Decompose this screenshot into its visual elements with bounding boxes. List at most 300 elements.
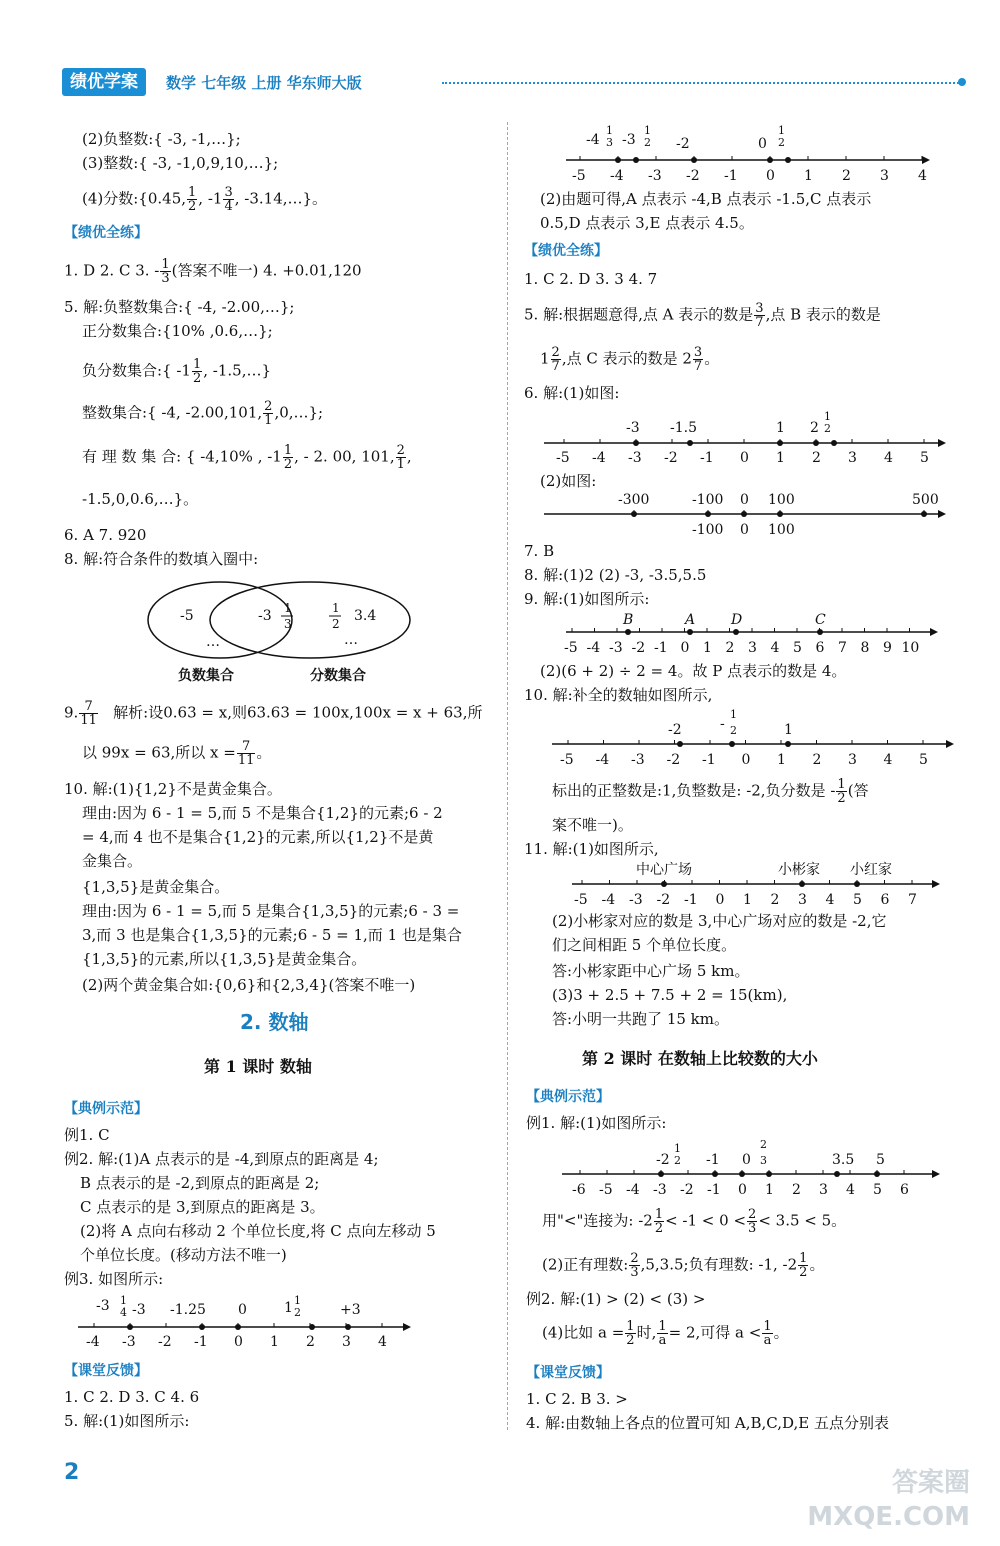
tick-label: 0 xyxy=(738,1182,747,1198)
point-dot xyxy=(235,1324,241,1330)
answer-line: 5. 解:负整数集合:{ -4, -2.00,…}; xyxy=(64,298,295,316)
tick-label: -3 xyxy=(648,168,662,184)
answer-line: 4. 解:由数轴上各点的位置可知 A,B,C,D,E 五点分别表 xyxy=(526,1414,889,1432)
answer-line: 答:小彬家距中心广场 5 km。 xyxy=(552,962,750,980)
fraction: $\frac{2}{1}$ xyxy=(264,399,273,428)
fraction: $\frac{1}{2}$ xyxy=(626,1319,635,1348)
lesson-title: 第 1 课时 数轴 xyxy=(204,1057,312,1076)
text-line: (2)负整数:{ -3, -1,…}; xyxy=(82,130,241,148)
mark-label: 4 xyxy=(120,1306,127,1319)
fraction: $\frac{1}{a}$ xyxy=(658,1319,667,1348)
tick-label: 1 xyxy=(765,1182,774,1198)
mark-label: 中心广场 xyxy=(636,862,692,878)
venn-left-label: 负数集合 xyxy=(178,668,234,684)
point-dot xyxy=(834,1171,840,1177)
tick-label: -5 xyxy=(599,1182,613,1198)
point-dot xyxy=(677,741,683,747)
fraction: $\frac{1}{2}$ xyxy=(654,1207,664,1236)
answer-line: 例1. 解:(1)如图所示: xyxy=(526,1114,667,1132)
tick-label: 5 xyxy=(873,1182,882,1198)
mark-label: 1 xyxy=(674,1142,681,1155)
tick-label: 1 xyxy=(777,752,786,768)
answer-line xyxy=(82,358,271,385)
fraction: $\frac{3}{4}$ xyxy=(224,185,233,214)
point-dot xyxy=(854,881,860,887)
tick-label: 1 xyxy=(703,640,712,656)
point-dot xyxy=(691,157,697,163)
mark-label: 0 xyxy=(742,1152,751,1168)
point-dot xyxy=(127,1324,133,1330)
tick-label: -4 xyxy=(601,892,616,908)
tick-label: 4 xyxy=(883,752,893,768)
tick-label: -1 xyxy=(724,168,738,184)
text: , - 2. 00, 101, xyxy=(294,447,395,466)
fraction: $\frac{1}{2}$ xyxy=(192,357,202,386)
tick-label: 7 xyxy=(908,892,917,908)
tick-label: 3 xyxy=(798,892,807,908)
text-line xyxy=(82,186,327,213)
text: < -1 < 0 < xyxy=(665,1211,747,1230)
text: 时, xyxy=(636,1323,657,1342)
answer-line: B 点表示的是 -2,到原点的距离是 2; xyxy=(80,1174,320,1192)
tick-label: 4 xyxy=(846,1182,855,1198)
tick-label: -4 xyxy=(592,450,606,466)
mark-label: -2 xyxy=(668,722,682,738)
point-dot xyxy=(729,741,735,747)
axis-arrow-icon xyxy=(922,156,930,164)
fraction: $\frac{2}{7}$ xyxy=(551,345,560,374)
tick-label: -3 xyxy=(628,450,642,466)
answer-line: 案不唯一)。 xyxy=(552,816,633,834)
point-label: A xyxy=(685,612,696,628)
text: 5. 解:根据题意得,点 A 表示的数是 xyxy=(524,305,754,324)
tick-label: 500 xyxy=(912,492,939,508)
point-dot xyxy=(661,881,667,887)
point-dot xyxy=(631,511,637,517)
section-title: 【课堂反馈】 xyxy=(526,1365,610,1381)
text: 负分数集合:{ -1 xyxy=(82,361,191,380)
brand-logo: 绩优学案 xyxy=(62,68,146,96)
tick-label: 8 xyxy=(860,640,870,656)
text: 解析:设0.63 = x,则63.63 = 100x,100x = x + 63,所 xyxy=(113,703,483,722)
text: 9. xyxy=(64,703,79,722)
axis-arrow-icon xyxy=(403,1323,411,1331)
header-dotted-line xyxy=(442,82,962,84)
tick-label: 2 xyxy=(725,640,735,656)
text: (4)比如 a = xyxy=(542,1323,625,1342)
fraction: $\frac{3}{7}$ xyxy=(693,345,703,374)
tick-label: -5 xyxy=(564,640,578,656)
text: 。 xyxy=(809,1255,825,1274)
text: (答案不唯一) 4. +0.01,120 xyxy=(171,261,362,280)
tick-label: 0 xyxy=(740,522,749,538)
answer-line: 个单位长度。(移动方法不唯一) xyxy=(80,1246,287,1264)
mark-label: -3 xyxy=(96,1298,110,1314)
tick-label: 2 xyxy=(842,168,851,184)
tick-label: -2 xyxy=(656,892,671,908)
venn-right-frac-num: 1 xyxy=(332,601,340,615)
axis-arrow-icon xyxy=(946,740,954,748)
answer-line: 1. C 2. B 3. > xyxy=(526,1390,628,1408)
text: = 2,可得 a < xyxy=(668,1323,762,1342)
tick-label: 3 xyxy=(748,640,757,656)
tick-label: -5 xyxy=(572,168,586,184)
answer-line: 8. 解:符合条件的数填入圈中: xyxy=(64,550,259,568)
answer-line: 10. 解:补全的数轴如图所示, xyxy=(524,686,713,704)
tick-label: -4 xyxy=(610,168,624,184)
tick-label: -2 xyxy=(680,1182,694,1198)
venn-right-label: 分数集合 xyxy=(310,668,366,684)
tick-label: 4 xyxy=(825,892,835,908)
mark-label: -3 xyxy=(132,1302,146,1318)
column-divider xyxy=(507,122,508,1430)
answer-line xyxy=(542,1252,824,1279)
mark-label: 2 xyxy=(674,1154,681,1167)
answer-line xyxy=(524,302,881,329)
axis-arrow-icon xyxy=(938,439,946,447)
mark-label: -1 xyxy=(706,1152,720,1168)
tick-label: 0 xyxy=(715,892,725,908)
text: 标出的正整数是:1,负整数是: -2,负分数是 - xyxy=(552,781,836,800)
answer-line: 金集合。 xyxy=(82,852,143,870)
tick-label: -1 xyxy=(707,1182,721,1198)
tick-label: 6 xyxy=(900,1182,909,1198)
tick-label: -5 xyxy=(560,752,574,768)
answer-line: 7. B xyxy=(524,542,555,560)
text-line: (3)整数:{ -3, -1,0,9,10,…}; xyxy=(82,154,279,172)
fraction: $\frac{2}{3}$ xyxy=(748,1207,757,1236)
answer-line xyxy=(82,740,271,767)
number-line-q10 xyxy=(552,704,962,770)
tick-label: -1 xyxy=(194,1334,208,1350)
answer-line xyxy=(542,1208,846,1235)
tick-label: 6 xyxy=(815,640,825,656)
answer-line: 理由:因为 6 - 1 = 5,而 5 是集合{1,3,5}的元素;6 - 3 = xyxy=(82,902,460,920)
text: 整数集合:{ -4, -2.00,101, xyxy=(82,403,263,422)
tick-label: -4 xyxy=(595,752,610,768)
section-title: 【课堂反馈】 xyxy=(64,1363,148,1379)
tick-label: -1 xyxy=(654,640,668,656)
point-dot xyxy=(921,511,927,517)
fraction: $\frac{1}{a}$ xyxy=(763,1319,772,1348)
answer-line: 答:小明一共跑了 15 km。 xyxy=(552,1010,729,1028)
answer-line: (2)两个黄金集合如:{0,6}和{2,3,4}(答案不唯一) xyxy=(82,976,416,994)
mark-label: 0 xyxy=(238,1302,247,1318)
mark-label: 2 xyxy=(294,1306,301,1319)
fraction: $\frac{1}{3}$ xyxy=(161,257,170,286)
tick-label: 5 xyxy=(919,752,928,768)
header xyxy=(62,68,962,98)
mark-label: 2 xyxy=(778,136,785,149)
tick-label: 9 xyxy=(883,640,892,656)
mark-label: 1 xyxy=(644,124,651,137)
tick-label: -4 xyxy=(586,640,601,656)
mark-label: 5 xyxy=(876,1152,885,1168)
ticks xyxy=(618,492,939,538)
mark-label: -3 xyxy=(622,132,636,148)
point-dot xyxy=(687,629,693,635)
header-subtitle: 数学 七年级 上册 华东师大版 xyxy=(166,74,362,92)
tick-label: -3 xyxy=(653,1182,667,1198)
section-title: 【绩优全练】 xyxy=(524,243,608,259)
tick-label: -6 xyxy=(572,1182,586,1198)
point-dot xyxy=(739,1171,745,1177)
answer-line: 0.5,D 点表示 3,E 点表示 4.5。 xyxy=(540,214,754,232)
tick-label: 5 xyxy=(793,640,802,656)
text: < 3.5 < 5。 xyxy=(758,1211,847,1230)
answer-line: 1. C 2. D 3. C 4. 6 xyxy=(64,1388,200,1406)
mark-label: 2 xyxy=(730,724,737,737)
mark-label: 1 xyxy=(284,1300,293,1316)
tick-label: 3 xyxy=(819,1182,828,1198)
tick-label: 5 xyxy=(853,892,862,908)
number-line-q11 xyxy=(572,856,952,908)
mark-label: 3 xyxy=(606,136,613,149)
point-dot xyxy=(874,1171,880,1177)
tick-label: -1 xyxy=(684,892,698,908)
tick-label: -100 xyxy=(692,522,724,538)
answer-line: 理由:因为 6 - 1 = 5,而 5 不是集合{1,2}的元素;6 - 2 xyxy=(82,804,443,822)
tick-label: -3 xyxy=(631,752,645,768)
answer-line: 例2. 解:(1)A 点表示的是 -4,到原点的距离是 4; xyxy=(64,1150,379,1168)
axis-arrow-icon xyxy=(932,1170,940,1178)
venn-right-value: 3.4 xyxy=(354,608,377,624)
point-dot xyxy=(705,511,711,517)
tick-label: 2 xyxy=(812,752,822,768)
answer-line: C 点表示的是 3,到原点的距离是 3。 xyxy=(80,1198,325,1216)
tick-label: 0 xyxy=(766,168,775,184)
fraction: $\frac{7}{11}$ xyxy=(237,739,255,768)
tick-label: 6 xyxy=(880,892,890,908)
mark-label: 1 xyxy=(294,1294,301,1307)
tick-label: 3 xyxy=(880,168,889,184)
tick-label: -3 xyxy=(122,1334,136,1350)
tick-label: -5 xyxy=(574,892,588,908)
axis-arrow-icon xyxy=(932,880,940,888)
mark-label: 1 xyxy=(784,722,793,738)
venn-diagram xyxy=(140,580,430,690)
fraction: $\frac{1}{2}$ xyxy=(837,777,846,806)
fraction: $\frac{7}{11}$ xyxy=(80,699,97,728)
tick-label: -2 xyxy=(631,640,646,656)
tick-label: -2 xyxy=(664,450,678,466)
point-dot xyxy=(309,1324,315,1330)
mark-label: 1 xyxy=(606,124,613,137)
tick-label: 4 xyxy=(918,168,927,184)
answer-line xyxy=(542,1320,789,1347)
point-dot xyxy=(199,1324,205,1330)
tick-label: -300 xyxy=(618,492,650,508)
text: ,5,3.5;负有理数: -1, -2 xyxy=(640,1255,798,1274)
mark-label: -3 xyxy=(626,420,640,436)
tick-label: 100 xyxy=(768,492,795,508)
tick-label: 3 xyxy=(848,752,857,768)
number-line-ex1 xyxy=(562,1134,947,1200)
tick-label: 4 xyxy=(770,640,780,656)
tick-label: 0 xyxy=(740,492,749,508)
tick-label: -2 xyxy=(158,1334,172,1350)
watermark-logo: 答案圈 MXQE.COM xyxy=(807,1468,970,1532)
fraction: $\frac{1}{2}$ xyxy=(283,443,293,472)
mark-label: 2 xyxy=(824,422,831,435)
answer-line: 11. 解:(1)如图所示, xyxy=(524,840,659,858)
tick-label: 4 xyxy=(884,450,893,466)
answer-line: 们之间相距 5 个单位长度。 xyxy=(552,936,737,954)
tick-label: 0 xyxy=(740,450,749,466)
point-dot xyxy=(777,511,783,517)
venn-left-dots: … xyxy=(206,634,220,650)
answer-line: {1,3,5}的元素,所以{1,3,5}是黄金集合。 xyxy=(82,950,367,968)
tick-label: -1 xyxy=(700,450,714,466)
number-line-q6a xyxy=(544,400,954,470)
text: (2)正有理数: xyxy=(542,1255,629,1274)
answer-line: (2)如图: xyxy=(540,472,597,490)
point-dot xyxy=(633,157,639,163)
mark-label: 2 xyxy=(810,420,819,436)
mark-label: -2 xyxy=(656,1152,670,1168)
point-label: C xyxy=(815,612,826,628)
mark-label: 1 xyxy=(120,1294,127,1307)
answer-line: 例1. C xyxy=(64,1126,110,1144)
axis-arrow-icon xyxy=(938,510,946,518)
point-dot xyxy=(817,629,823,635)
section-title: 【典例示范】 xyxy=(526,1089,610,1105)
answer-line: (2)由题可得,A 点表示 -4,B 点表示 -1.5,C 点表示 xyxy=(540,190,872,208)
point-dot xyxy=(712,1171,718,1177)
text: (答 xyxy=(847,781,869,800)
text: 。 xyxy=(256,743,272,762)
fraction: $\frac{3}{7}$ xyxy=(755,301,764,330)
ticks xyxy=(564,612,919,656)
tick-label: 1 xyxy=(743,892,752,908)
answer-line: 6. A 7. 920 xyxy=(64,526,147,544)
number-line-r-top xyxy=(566,120,936,186)
tick-label: 100 xyxy=(768,522,795,538)
mark-label: 2 xyxy=(760,1138,767,1151)
tick-label: 2 xyxy=(306,1334,315,1350)
mark-label: 1 xyxy=(778,124,785,137)
tick-label: 2 xyxy=(792,1182,801,1198)
axis-arrow-icon xyxy=(930,628,938,636)
point-dot xyxy=(785,157,791,163)
tick-label: -1 xyxy=(702,752,716,768)
tick-label: -2 xyxy=(686,168,700,184)
answer-line: 例2. 解:(1) > (2) < (3) > xyxy=(526,1290,706,1308)
tick-label: 2 xyxy=(770,892,780,908)
tick-label: 1 xyxy=(270,1334,279,1350)
point-dot xyxy=(766,1171,772,1177)
tick-label: 1 xyxy=(776,450,785,466)
fraction: $\frac{2}{3}$ xyxy=(630,1251,639,1280)
answer-line: 8. 解:(1)2 (2) -3, -3.5,5.5 xyxy=(524,566,707,584)
point-dot xyxy=(785,741,791,747)
text: 。 xyxy=(704,349,720,368)
point-label: D xyxy=(731,612,743,628)
text: 有 理 数 集 合: { -4,10% , -1 xyxy=(82,447,282,466)
point-dot xyxy=(345,1324,351,1330)
fraction: $\frac{2}{1}$ xyxy=(396,443,405,472)
answer-line: (2)(6 + 2) ÷ 2 = 4。故 P 点表示的数是 4。 xyxy=(540,662,847,680)
mark-label: 1 xyxy=(776,420,785,436)
point-dot xyxy=(615,157,621,163)
mark-label: 3 xyxy=(760,1154,767,1167)
tick-label: 0 xyxy=(680,640,690,656)
answer-line: 5. 解:(1)如图所示: xyxy=(64,1412,190,1430)
venn-mid-frac-num: 1 xyxy=(284,601,292,615)
tick-label: -2 xyxy=(666,752,681,768)
tick-label: -4 xyxy=(86,1334,100,1350)
number-line-q6b xyxy=(544,488,954,544)
header-dot-icon xyxy=(958,78,966,86)
tick-label: 10 xyxy=(901,640,920,656)
answer-line xyxy=(82,444,412,471)
answer-line: {1,3,5}是黄金集合。 xyxy=(82,878,230,896)
mark-label: -1.5 xyxy=(670,420,697,436)
point-dot xyxy=(777,440,783,446)
point-dot xyxy=(625,629,631,635)
answer-line: (2)小彬家对应的数是 3,中心广场对应的数是 -2,它 xyxy=(552,912,887,930)
tick-label: 1 xyxy=(804,168,813,184)
text: 以 99x = 63,所以 x = xyxy=(82,743,236,762)
answer-line: 10. 解:(1){1,2}不是黄金集合。 xyxy=(64,780,282,798)
text: ,点 C 表示的数是 2 xyxy=(561,349,692,368)
answer-line: (2)将 A 点向右移动 2 个单位长度,将 C 点向左移动 5 xyxy=(80,1222,436,1240)
text: ,0,…}; xyxy=(274,403,324,422)
answer-line: = 4,而 4 也不是集合{1,2}的元素,所以{1,2}不是黄 xyxy=(82,828,434,846)
text: 1 xyxy=(540,349,550,368)
mark-label: 小红家 xyxy=(850,862,892,878)
venn-right-frac-den: 2 xyxy=(332,617,340,631)
number-line-q9 xyxy=(566,608,946,660)
chapter-title: 2. 数轴 xyxy=(240,1010,309,1034)
point-dot xyxy=(687,440,693,446)
tick-label: 2 xyxy=(812,450,821,466)
venn-right-dots: … xyxy=(344,632,358,648)
mark-label: 2 xyxy=(644,136,651,149)
point-dot xyxy=(767,157,773,163)
answer-line xyxy=(64,258,362,285)
point-label: B xyxy=(623,612,634,628)
page-number: 2 xyxy=(64,1460,80,1485)
venn-mid-value: -3 xyxy=(258,608,272,624)
answer-line: 1. C 2. D 3. 3 4. 7 xyxy=(524,270,658,288)
tick-label: -3 xyxy=(609,640,623,656)
point-dot xyxy=(799,881,805,887)
answer-line: -1.5,0,0.6,…}。 xyxy=(82,490,199,508)
point-dot xyxy=(658,1171,664,1177)
text: , xyxy=(406,447,412,466)
point-dot xyxy=(633,440,639,446)
text: 。 xyxy=(773,1323,789,1342)
text: , -1.5,…} xyxy=(203,361,272,380)
venn-mid-frac-den: 3 xyxy=(284,617,292,631)
mark-label: -1.25 xyxy=(170,1302,206,1318)
fraction: $\frac{1}{2}$ xyxy=(188,185,197,214)
mark-label: 3.5 xyxy=(832,1152,855,1168)
section-title: 【典例示范】 xyxy=(64,1101,148,1117)
venn-right-circle xyxy=(210,582,410,658)
tick-label: -5 xyxy=(556,450,570,466)
text: ,点 B 表示的数是 xyxy=(765,305,881,324)
answer-line xyxy=(540,346,719,373)
mark-label: 小彬家 xyxy=(778,862,820,878)
text: 用"<"连接为: -2 xyxy=(542,1211,653,1230)
answer-line: 6. 解:(1)如图: xyxy=(524,384,620,402)
text: , -3.14,…}。 xyxy=(234,189,328,208)
number-line-ex3 xyxy=(78,1294,418,1354)
point-dot xyxy=(733,629,739,635)
tick-label: 7 xyxy=(838,640,847,656)
